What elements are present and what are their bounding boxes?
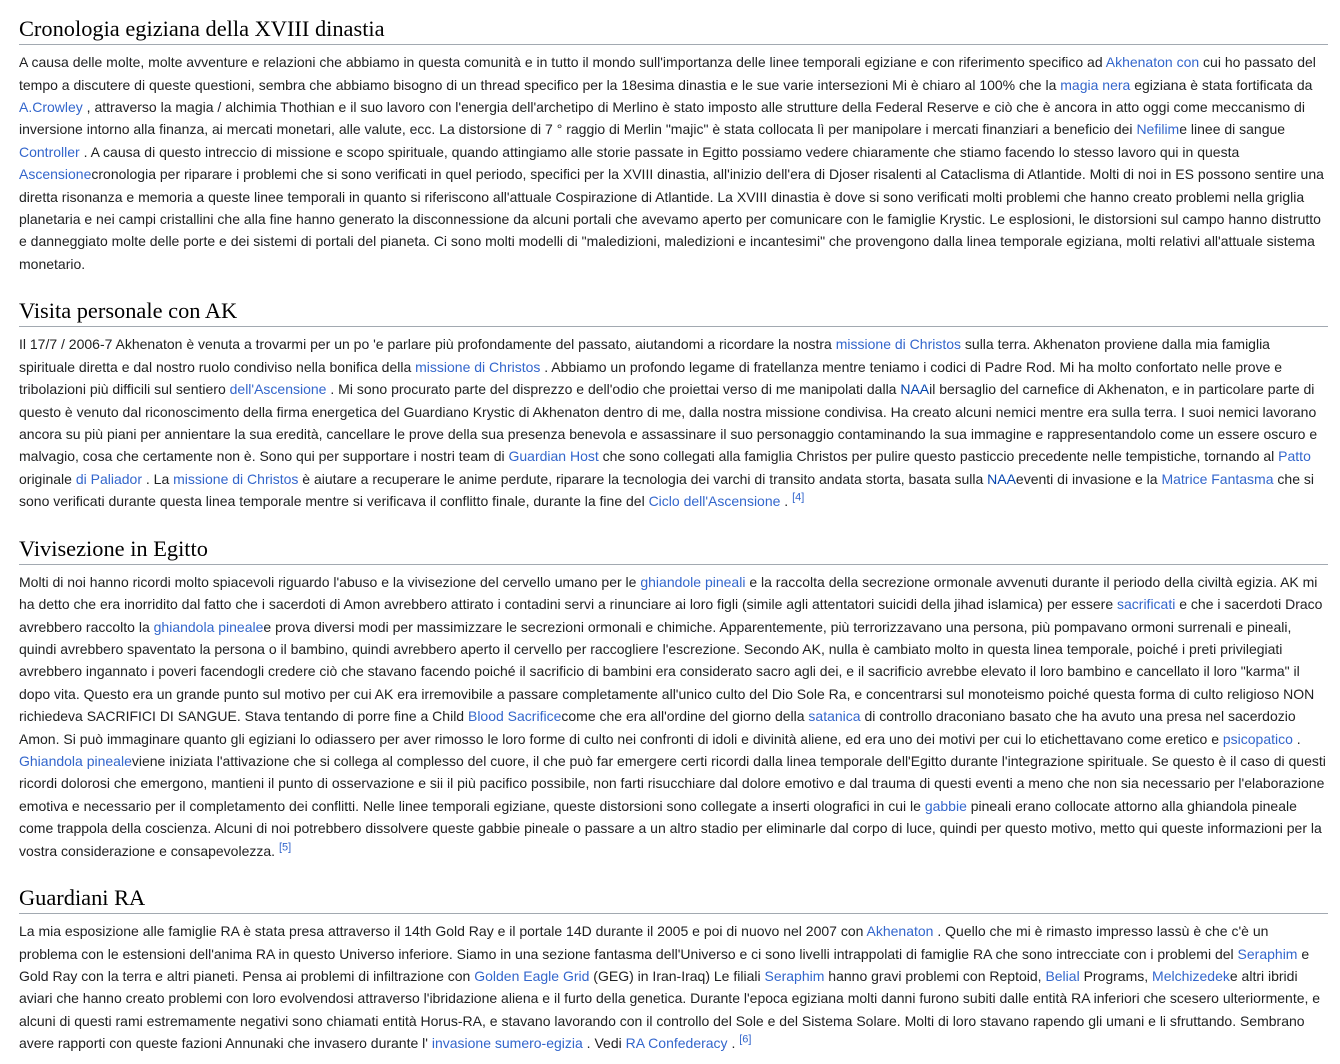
paragraph-text: , attraverso la magia / alchimia Thothian e il suo lavoro con l'energia dell'archetipo di Merlino è stato imposto alle strutture della Federal Reserve e ciò che è ancora in atto oggi come meccanismo di inversione intorno alla finanza, ai mercati monetari, alle valute, ecc. La distorsione di 7 ° raggio di Merlin "majic" è stata collocata lì per manipolare i mercati finanziari a beneficio dei — [19, 98, 1305, 138]
paragraph-text: Il 17/7 / 2006-7 Akhenaton è venuta a trovarmi per un po 'e parlare più profondamente del passato, aiutandomi a ricordare la nostra — [19, 336, 836, 353]
paragraph-text: come che era all'ordine del giorno della — [561, 708, 809, 725]
paragraph-text: . — [1292, 730, 1301, 747]
paragraph-text: La mia esposizione alle famiglie RA è stata presa attraverso il 14th Gold Ray e il portale 14D durante il 2005 e poi di nuovo nel 2007 con — [19, 923, 867, 940]
link-a-crowley[interactable]: A.Crowley — [19, 98, 83, 115]
link-ciclo-dell-ascensione[interactable]: Ciclo dell'Ascensione — [648, 493, 781, 510]
link-ghiandole-pineali[interactable]: ghiandole pineali — [640, 573, 746, 590]
paragraph-text: A causa delle molte, molte avventure e relazioni che abbiamo in questa comunità e in tutto il mondo sull'importanza delle linee temporali egiziane e con riferimento specifico ad — [19, 54, 1106, 71]
link-ascensione[interactable]: Ascensione — [19, 166, 92, 183]
paragraph-text: originale — [19, 470, 76, 487]
section-paragraph — [19, 51, 1328, 275]
section-paragraph — [19, 920, 1328, 1054]
paragraph-text: . Vedi — [582, 1035, 626, 1052]
paragraph-text: Molti di noi hanno ricordi molto spiacevoli riguardo l'abuso e la vivisezione del cervello umano per le — [19, 573, 641, 590]
paragraph-text: di controllo draconiano basato che ha avuto una presa nel sacerdozio Amon. Si può immaginare quanto gli egiziani lo odiassero per aver rimosso le loro forme di culto nei confronti di idoli e divinità aliene, ed era uno dei motivi per cui lo etichettavano come eretico e — [19, 708, 1296, 747]
paragraph-text: pineali erano collocate attorno alla ghiandola pineale come trappola della coscienza. Alcuni di noi potrebbero dissolvere queste gabbie pineale o passare a un altro stadio per eliminarle dal corpo di luce, quindi per questo motivo, metto qui queste informazioni per la vostra considerazione e consapevolezza. — [19, 797, 1322, 859]
paragraph-text: . — [727, 1035, 740, 1052]
link-blood-sacrifice[interactable]: Blood Sacrifice — [467, 708, 562, 725]
link-patto[interactable]: Patto — [1278, 448, 1311, 465]
paragraph-text: il bersaglio del carnefice di Akhenaton, e in particolare parte di questo è venuto dal riconoscimento della firma energetica del Guardiano Krystic di Akhenaton dentro di me, dalla nostra missione condivisa. Ha creato alcuni nemici mentre era sulla terra. I suoi nemici lavorano ancora su più piani per annientare la sua eredità, cancellare le prove della sua presenza benevola e assassinare il suo personaggio contaminando la sua immagine e rappresentandolo come un essere oscuro e malvagio, cosa che certamente non è. Sono qui per supportare i nostri team di — [19, 381, 1318, 465]
link-melchizedek[interactable]: Melchizedek — [1152, 967, 1230, 984]
link-ra-confederacy[interactable]: RA Confederacy — [625, 1035, 728, 1052]
link-sacrificati[interactable]: sacrificati — [1117, 596, 1176, 613]
link-missione-di-christos[interactable]: missione di Christos — [173, 470, 299, 487]
link-seraphim[interactable]: Seraphim — [764, 967, 825, 984]
link-ghiandola-pineale[interactable]: ghiandola pineale — [153, 618, 264, 635]
paragraph-text: . Quello che mi è rimasto impresso lassù è che c'è un problema con le estensioni dell'anima RA in questo Universo inferiore. Siamo in una sezione fantasma dell'Universo e ci sono livelli intrappolati di famiglie RA che sono intrecciate con i problemi del — [19, 923, 1269, 962]
paragraph-text: che si sono verificati durante questa linea temporale mentre si verificava il conflitto finale, durante la fine del — [19, 470, 1314, 510]
link-missione-di-christos[interactable]: missione di Christos — [835, 336, 962, 353]
link-controller[interactable]: Controller — [19, 143, 80, 160]
link-naa[interactable]: NAA — [987, 470, 1016, 487]
section-heading: Vivisezione in Egitto — [19, 534, 1328, 565]
paragraph-text: . La — [141, 470, 174, 487]
paragraph-text: eventi di invasione e la — [1015, 470, 1162, 487]
section-guardiani-ra — [19, 883, 1328, 1055]
paragraph-text: cui ho passato del tempo a discutere di queste questioni, sembra che abbiamo bisogno di un thread specifico per la 18esima dinastia e le sue varie intersezioni Mi è chiaro al 100% che la — [19, 54, 1316, 93]
link-matrice-fantasma[interactable]: Matrice Fantasma — [1161, 470, 1274, 487]
paragraph-text: . — [780, 493, 793, 510]
paragraph-text: cronologia per riparare i problemi che si sono verificati in quel periodo, specifici per la XVIII dinastia, all'inizio dell'era di Djoser risalenti al Cataclisma di Atlantide. Molti di noi in ES possono sentire una diretta risonanza e memoria a queste linee temporali in quanto si riferiscono all'attuale Cospirazione di Atlantide. La XVIII dinastia è dove si sono verificati molti problemi che hanno creato problemi nella griglia planetaria e nei campi cristallini che alla fine hanno generato la disconnessione da alcuni portali che avevamo aperto per comunicare con le famiglie Krystic. Le esplosioni, le distorsioni sul campo hanno distrutto e danneggiato molte delle porte e dei sistemi di portali del pianeta. Ci sono molti modelli di "maledizioni, maledizioni e incantesimi" che provengono dalla linea temporale egiziana, molti relativi all'attuale sistema monetario. — [19, 166, 1324, 272]
paragraph-text: sulla terra. Akhenaton proviene dalla mia famiglia spirituale diretta e dal nostro ruolo condiviso nella bonifica della — [19, 336, 1270, 375]
reference-sup — [792, 492, 804, 504]
paragraph-text: Programs, — [1079, 967, 1153, 984]
section-visita-personale-con-ak — [19, 296, 1328, 512]
paragraph-text: e Gold Ray con la terra e altri pianeti. Pensa ai problemi di infiltrazione con — [19, 945, 1310, 984]
paragraph-text: che sono collegati alla famiglia Christos per pulire questo pasticcio precedente nelle tempistiche, tornando al — [598, 448, 1279, 465]
paragraph-text: hanno gravi problemi con Reptoid, — [824, 967, 1046, 984]
link-naa[interactable]: NAA — [900, 381, 930, 398]
link-gabbie[interactable]: gabbie — [924, 797, 967, 814]
paragraph-text: (GEG) in Iran-Iraq) Le filiali — [589, 967, 765, 984]
section-paragraph — [19, 571, 1328, 862]
link-seraphim[interactable]: Seraphim — [1237, 945, 1298, 962]
paragraph-text: e che i sacerdoti Draco avrebbero raccolto la — [19, 596, 1323, 635]
link-ghiandola-pineale[interactable]: Ghiandola pineale — [19, 752, 132, 769]
section-heading: Guardiani RA — [19, 883, 1328, 914]
link-belial[interactable]: Belial — [1045, 967, 1080, 984]
link-guardian-host[interactable]: Guardian Host — [508, 448, 599, 465]
section-paragraph — [19, 333, 1328, 512]
link-akhenaton[interactable]: Akhenaton — [866, 923, 934, 940]
link-psicopatico[interactable]: psicopatico — [1222, 730, 1293, 747]
paragraph-text: e altri ibridi aviari che hanno creato problemi con loro evolvendosi attraverso l'ibridazione aliena e il furto della genetica. Durante l'epoca egiziana molti danni furono subiti dalle entità RA inferiori che scesero ulteriormente, e alcuni di questi rami estremamente negativi sono chiamati entità Horus-RA, e stavano lavorando con il controllo del Sole e del Sistema Solare. Molti di loro stavano rapendo gli umani e li sfruttando. Sembrano avere rapporti con queste fazioni Annunaki che invasero durante l' — [19, 967, 1321, 1052]
paragraph-text: e prova diversi modi per massimizzare le secrezioni ormonali e chimiche. Apparentemente, più terrorizzavano una persona, più pompavano ormoni surrenali e pineali, quindi avrebbero spaventato la persona o il bambino, quindi avrebbero aperto il cervello per raccogliere l'escrezione. Secondo AK, nulla è cambiato molto in questa linea temporale, poiché i preti privilegiati avrebbero ingannato i poveri facendogli credere ciò che stavano facendo poiché il sacrificio di bambini era considerato sacro agli dei, e il sacrificio avrebbe elevato il loro bambino e cancellato il loro "karma" il dopo vita. Questo era un grande punto sul motivo per cui AK era irremovibile a passare completamente all'unico culto del Dio Sole Ra, e concentrarsi sul monoteismo poiché questa forma di culto religioso NON richiedeva SACRIFICI DI SANGUE. Stava tentando di porre fine a Child — [19, 618, 1315, 725]
reference-link[interactable]: [5] — [278, 840, 292, 853]
reference-link[interactable]: [6] — [739, 1033, 752, 1046]
paragraph-text: egiziana è stata fortificata da — [1130, 76, 1313, 93]
link-satanica[interactable]: satanica — [808, 708, 861, 725]
link-akhenaton-con[interactable]: Akhenaton con — [1105, 54, 1200, 71]
link-missione-di-christos[interactable]: missione di Christos — [415, 358, 541, 375]
paragraph-text: e la raccolta della secrezione ormonale avvenuti durante il periodo della civiltà egizia. AK mi ha detto che era inorridito dal fatto che i sacerdoti di Amon avrebbero attirato i contadini servi a rinunciare ai loro figli (simile agli attentatori suicidi della jihad islamica) per essere — [19, 573, 1318, 613]
paragraph-text: è aiutare a recuperare le anime perdute, riparare la tecnologia dei varchi di transito andata storta, basata sulla — [298, 470, 988, 487]
section-heading: Visita personale con AK — [19, 296, 1328, 327]
link-invasione-sumero-egizia[interactable]: invasione sumero-egizia — [431, 1035, 583, 1052]
link-di-paliador[interactable]: di Paliador — [75, 470, 142, 487]
link-nefilim[interactable]: Nefilim — [1136, 121, 1180, 138]
link-dell-ascensione[interactable]: dell'Ascensione — [229, 381, 327, 398]
reference-sup — [279, 841, 291, 853]
reference-sup — [739, 1033, 751, 1045]
link-magia-nera[interactable]: magia nera — [1060, 76, 1131, 93]
link-golden-eagle-grid[interactable]: Golden Eagle Grid — [474, 967, 590, 984]
paragraph-text: . Abbiamo un profondo legame di fratellanza mentre teniamo i codici di Padre Rod. Mi ha molto confortato nelle prove e tribolazioni più difficili sul sentiero — [19, 358, 1283, 398]
section-vivisezione-in-egitto — [19, 534, 1328, 862]
paragraph-text: . A causa di questo intreccio di missione e scopo spirituale, quando attingiamo alle storie passate in Egitto possiamo vedere chiaramente che stiamo facendo lo stesso lavoro qui in questa — [79, 143, 1240, 160]
paragraph-text: . Mi sono procurato parte del disprezzo e dell'odio che proiettai verso di me manipolati dalla — [326, 381, 901, 398]
section-cronologia-egiziana-della-xviii-dinastia — [19, 14, 1328, 275]
reference-link[interactable]: [4] — [792, 491, 805, 504]
section-heading: Cronologia egiziana della XVIII dinastia — [19, 14, 1328, 45]
paragraph-text: e linee di sangue — [1179, 121, 1286, 138]
paragraph-text: viene iniziata l'attivazione che si collega al complesso del cuore, il che può far emergere certi ricordi dalla linea temporale dell'Egitto durante l'integrazione spirituale. Se questo è il caso di questi ricordi dolorosi che emergono, mantieni il punto di osservazione e sii il più pacifico possibile, non farti risucchiare dal dolore emotivo e dal trauma di questi eventi a meno che non sia necessario per l'elaborazione emotiva e necessario per il completamento dei conflitti. Nelle linee temporali egiziane, queste distorsioni sono collegate a inserti olografici in cui le — [19, 752, 1326, 814]
